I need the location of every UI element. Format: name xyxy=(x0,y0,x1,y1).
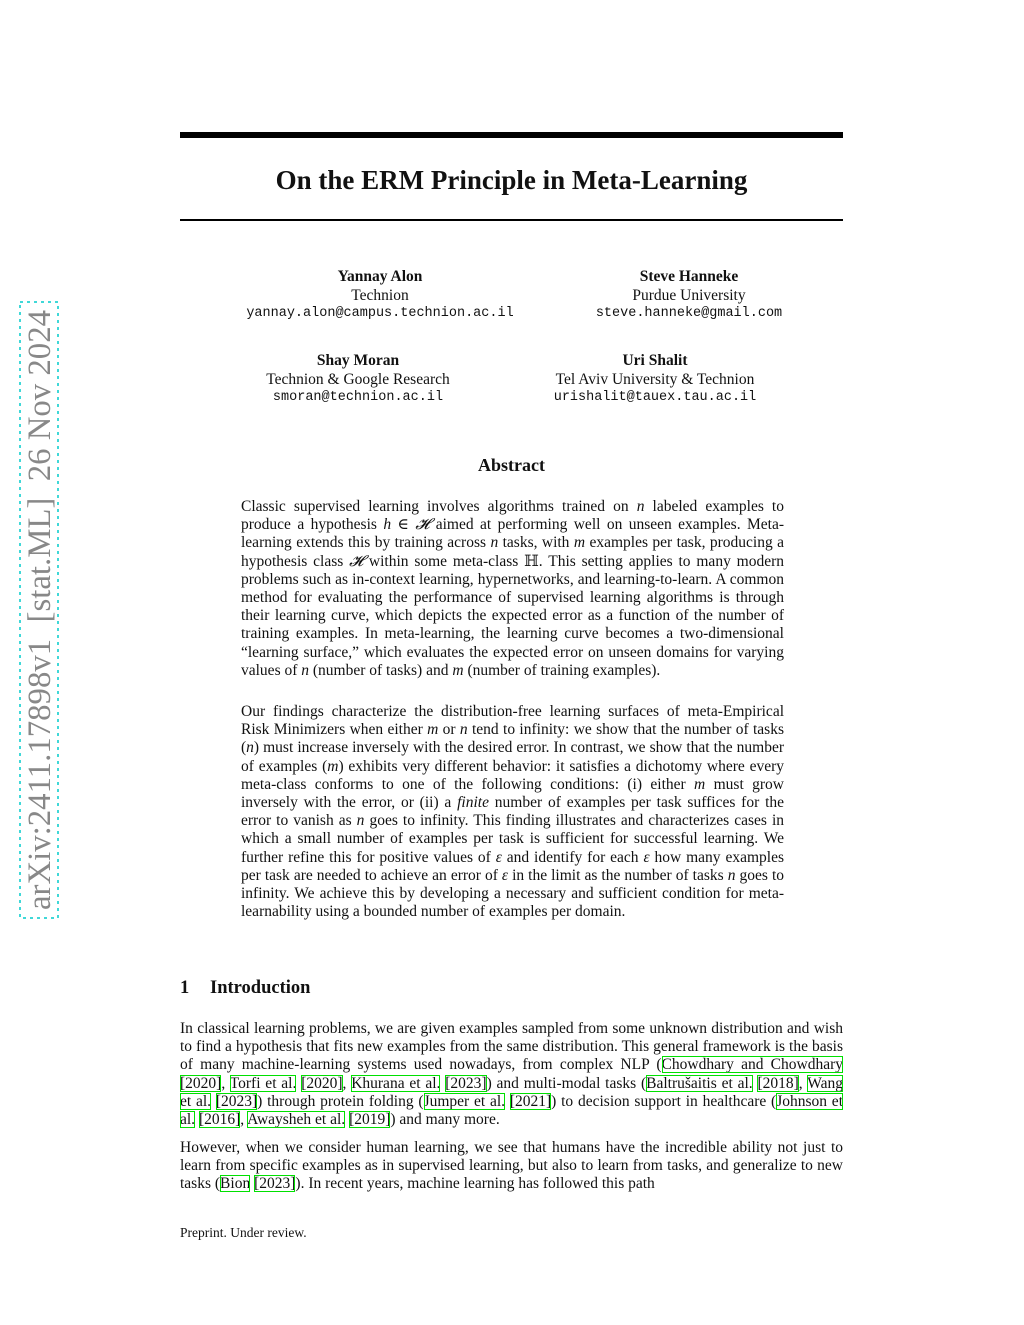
author-name: Shay Moran xyxy=(316,352,400,369)
citation-link[interactable]: Torfi et al. xyxy=(229,1074,297,1092)
author-block xyxy=(188,352,528,408)
text-run: . This setting applies to many modern problems such as in-context learning, hypernetworks, and learning-to-learn. A common method for evaluating the performance of supervised learning algorithms is through their learning curve, which depicts the expected error as a function of the number of training examples. In meta-learning, the learning curve becomes a two-dimensional “learning surface,” which evaluates the expected error on unseen domains for varying values of xyxy=(241,552,784,679)
citation-link[interactable]: Jumper et al. xyxy=(423,1092,506,1110)
author-block xyxy=(485,352,825,408)
text-run: , xyxy=(342,1074,352,1092)
math-var: ε xyxy=(643,848,650,866)
math-var: n xyxy=(636,498,645,515)
section-title: Introduction xyxy=(210,978,311,998)
citation-year-link[interactable]: [2020] xyxy=(301,1074,343,1092)
citation-year-link[interactable]: [2016] xyxy=(198,1111,241,1129)
math-var: n xyxy=(490,534,499,552)
stamp-text: arXiv:2411.17898v1 [stat.ML] 26 Nov 2024 xyxy=(22,306,58,910)
citation-link[interactable]: Chowdhary and Chowdhary xyxy=(661,1056,844,1074)
citation-link[interactable]: Awaysheh et al. xyxy=(247,1111,346,1129)
math-var: n xyxy=(246,739,254,757)
text-run: goes to infinity. This finding illustrates and characterizes cases in which a small number of examples per task is sufficient for successful learning. We further refine this for positive values of xyxy=(241,812,784,866)
author-affiliation: Purdue University xyxy=(632,286,746,304)
abstract-paragraph xyxy=(241,703,784,921)
intro-paragraph xyxy=(180,1139,843,1194)
math-var: n xyxy=(301,661,310,679)
math-var: m xyxy=(694,775,706,793)
text-run: ) through protein folding ( xyxy=(257,1092,424,1110)
author-name: Steve Hanneke xyxy=(639,268,739,285)
abstract-paragraph xyxy=(241,498,784,680)
title-top-rule xyxy=(180,132,843,138)
author-block xyxy=(519,268,859,324)
math-var: n xyxy=(459,721,468,739)
paper-title: On the ERM Principle in Meta-Learning xyxy=(275,165,748,195)
text-run: how many examples per task are needed to achieve an error of xyxy=(241,848,784,884)
text-run: , xyxy=(798,1074,808,1092)
math-var: m xyxy=(427,721,439,739)
author-affiliation: Technion & Google Research xyxy=(266,370,450,388)
author-block xyxy=(210,268,550,324)
math-var: ℍ xyxy=(524,552,539,570)
text-run: ) must increase inversely with the desired error. In contrast, we show that the number of examples ( xyxy=(241,739,784,775)
arxiv-identifier-stamp[interactable] xyxy=(18,300,60,920)
author-email[interactable]: yannay.alon@campus.technion.ac.il xyxy=(246,306,514,321)
citation-year-link[interactable]: [2018] xyxy=(757,1074,799,1092)
math-var: ε xyxy=(495,848,502,866)
math-var: m xyxy=(452,661,464,679)
citation-year-link[interactable]: [2019] xyxy=(349,1111,391,1129)
section-heading xyxy=(180,977,310,999)
math-var: n xyxy=(356,812,365,830)
text-run: must grow inversely with the error, or (ii) a xyxy=(241,775,784,812)
author-affiliation: Tel Aviv University & Technion xyxy=(555,370,755,388)
math-var: m xyxy=(327,757,339,775)
text-run: ) and multi-modal tasks ( xyxy=(486,1074,647,1092)
intro-paragraph xyxy=(180,1020,843,1129)
math-var: m xyxy=(573,534,586,552)
text-run: ) and many more. xyxy=(390,1111,500,1129)
math-var: n xyxy=(727,866,736,884)
citation-year-link[interactable]: [2023] xyxy=(215,1092,258,1110)
math-var: 𝓗 xyxy=(349,552,364,570)
text-run: in the limit as the number of tasks xyxy=(508,866,728,884)
text-run: (number of tasks) and xyxy=(309,661,453,679)
text-run: and identify for each xyxy=(501,848,644,866)
text-run: or xyxy=(438,721,460,739)
text-run: (number of training examples). xyxy=(463,661,661,679)
text-run: goes to infinity. We achieve this by developing a necessary and sufficient condition for meta-learnability using a bounded number of examples per domain. xyxy=(241,866,785,921)
author-affiliation: Technion xyxy=(351,286,409,304)
text-run: In classical learning problems, we are given examples sampled from some unknown distribution and wish to find a hypothesis that fits new examples from the same distribution. This general framework is the basis of many machine-learning systems used nowadays, from complex NLP ( xyxy=(180,1020,843,1074)
text-run: examples per task, producing a hypothesis class xyxy=(241,534,785,570)
text-run: within some meta-class xyxy=(363,552,525,570)
citation-year-link[interactable]: [2020] xyxy=(180,1074,222,1092)
citation-link[interactable]: Johnson et al. xyxy=(180,1092,843,1129)
text-run: , xyxy=(240,1111,248,1129)
citation-link[interactable]: Bion xyxy=(220,1175,251,1193)
abstract-heading: Abstract xyxy=(478,455,545,475)
text-run: ). In recent years, machine learning has followed this path xyxy=(295,1175,655,1193)
citation-link[interactable]: Khurana et al. xyxy=(351,1074,441,1092)
citation-year-link[interactable]: [2023] xyxy=(254,1175,296,1193)
text-run: tend to infinity: we show that the number of tasks ( xyxy=(241,721,784,757)
emphasis: finite xyxy=(457,794,489,812)
author-email[interactable]: smoran@technion.ac.il xyxy=(272,390,444,405)
author-name: Uri Shalit xyxy=(622,352,688,369)
section-number: 1 xyxy=(180,978,190,998)
math-expr: h ∈ 𝓗 xyxy=(383,516,430,534)
math-var: ε xyxy=(501,866,509,884)
text-run: number of examples per task suffices for the error to vanish as xyxy=(241,794,785,830)
text-run: ) exhibits very different behavior: it satisfies a dichotomy where every meta-class conforms to one of the following conditions: (i) either xyxy=(241,757,784,793)
text-run: aimed at performing well on unseen examples. Meta-learning extends this by training across xyxy=(241,516,784,552)
text-run: tasks, with xyxy=(498,534,574,552)
citation-year-link[interactable]: [2021] xyxy=(509,1092,552,1110)
author-email[interactable]: urishalit@tauex.tau.ac.il xyxy=(553,390,757,405)
author-name: Yannay Alon xyxy=(337,268,423,285)
citation-link[interactable]: Wang et al. xyxy=(180,1074,843,1110)
citation-link[interactable]: Baltrušaitis et al. xyxy=(646,1074,753,1092)
text-run: Classic supervised learning involves algorithms trained on xyxy=(241,498,637,515)
citation-year-link[interactable]: [2023] xyxy=(445,1074,487,1092)
text-run: , xyxy=(221,1074,230,1092)
text-run: labeled examples to produce a hypothesis xyxy=(241,498,784,534)
text-run: ) to decision support in healthcare ( xyxy=(551,1092,777,1110)
title-bottom-rule xyxy=(180,219,843,221)
page-footer: Preprint. Under review. xyxy=(180,1225,307,1240)
text-run: Our findings characterize the distribution-free learning surfaces of meta-Empirical Risk Minimizers when either xyxy=(241,703,784,739)
author-email[interactable]: steve.hanneke@gmail.com xyxy=(595,306,783,321)
text-run: However, when we consider human learning, we see that humans have the incredible ability not just to learn from specific examples as in supervised learning, but also to learn from tasks, and generalize to new tasks ( xyxy=(180,1139,843,1193)
